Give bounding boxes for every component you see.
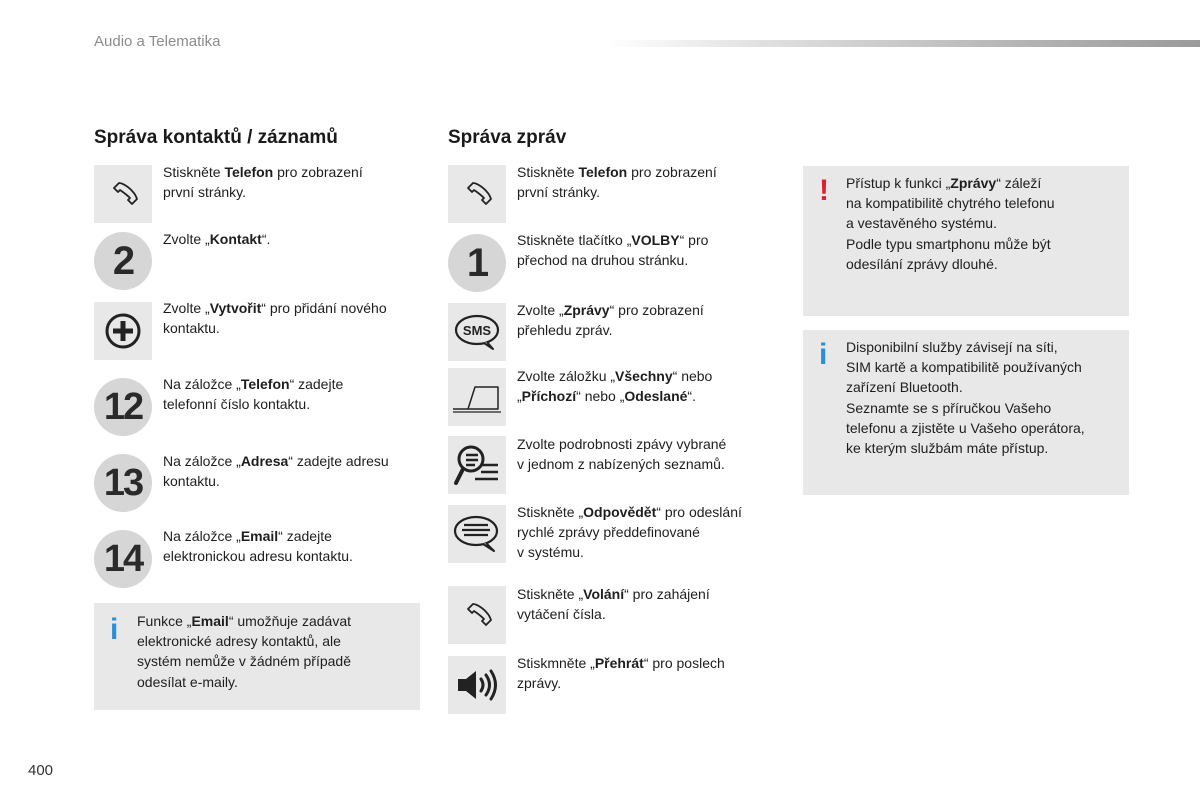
- text-line: Stiskněte „Odpovědět“ pro odeslání: [517, 504, 742, 520]
- text-line: kontaktu.: [163, 473, 220, 489]
- info-icon: i: [110, 613, 119, 646]
- text-line: Funkce „Email“ umožňuje zadávat: [137, 613, 352, 629]
- text-line: telefonu a zjistěte u Vašeho operátora,: [846, 419, 1085, 436]
- text-line: Disponibilní služby závisejí na síti,: [846, 339, 1058, 355]
- text-line: elektronickou adresu kontaktu.: [163, 548, 353, 564]
- text-line: a vestavěného systému.: [846, 215, 997, 232]
- sms-bubble-icon: [453, 312, 501, 352]
- text-line: Stiskmněte „Přehrát“ pro poslech: [517, 655, 725, 671]
- left-step-1-icon: [94, 165, 152, 223]
- mid-step-7-text: [517, 584, 777, 624]
- left-step-2-text: [163, 229, 423, 249]
- right-warning-note-text: [846, 173, 1126, 274]
- mid-step-3-icon: [448, 303, 506, 361]
- text-line: přechod na druhou stránku.: [517, 252, 689, 268]
- text-line: v systému.: [517, 544, 584, 560]
- mid-step-2-text: [517, 230, 777, 270]
- text-line: Stiskněte tlačítko „VOLBY“ pro: [517, 232, 709, 248]
- mid-step-3-text: [517, 300, 777, 340]
- text-line: přehledu zpráv.: [517, 322, 613, 338]
- right-info-note-text: [846, 337, 1129, 458]
- mid-step-6-text: [517, 502, 777, 562]
- svg-text:SMS: SMS: [462, 323, 492, 338]
- message-bubble-icon: [452, 513, 502, 555]
- search-list-icon: [453, 441, 501, 489]
- text-line: Stiskněte Telefon pro zobrazení: [517, 164, 717, 180]
- phone-icon: [106, 177, 140, 211]
- text-line: Podle typu smartphonu může být: [846, 235, 1051, 252]
- text-line: Na záložce „Telefon“ zadejte: [163, 376, 344, 392]
- mid-step-8-icon: [448, 656, 506, 714]
- tab-icon: [450, 379, 504, 415]
- text-line: Zvolte podrobnosti zpávy vybrané: [517, 436, 727, 452]
- left-step-4-number: 12: [94, 378, 152, 436]
- text-line: ke kterým službám máte přístup.: [846, 440, 1049, 457]
- phone-icon: [460, 598, 494, 632]
- text-line: Zvolte „Vytvořit“ pro přidání nového: [163, 300, 387, 316]
- text-line: první stránky.: [517, 184, 600, 200]
- text-line: Seznamte se s příručkou Vašeho: [846, 399, 1052, 416]
- text-line: odesílání zprávy dlouhé.: [846, 255, 998, 272]
- text-line: odesílat e-maily.: [137, 673, 238, 690]
- text-line: SIM kartě a kompatibilitě používaných: [846, 359, 1082, 376]
- left-step-1-text: [163, 162, 423, 202]
- left-step-3-text: [163, 298, 423, 338]
- right-info-note: [803, 330, 1129, 495]
- text-line: Zvolte záložku „Všechny“ nebo: [517, 368, 713, 384]
- mid-step-2-number: 1: [448, 234, 506, 292]
- left-step-6-text: [163, 526, 423, 566]
- left-step-5-text: [163, 451, 423, 491]
- mid-step-4-icon: [448, 368, 506, 426]
- right-warning-note: [803, 166, 1129, 316]
- mid-step-8-text: [517, 653, 777, 693]
- mid-step-6-icon: [448, 505, 506, 563]
- header-gradient-bar: [605, 40, 1200, 47]
- left-step-5-number: 13: [94, 454, 152, 512]
- mid-step-1-text: [517, 162, 777, 202]
- info-icon: i: [819, 338, 828, 371]
- text-line: rychlé zprávy předdefinované: [517, 524, 700, 540]
- left-step-3-icon: [94, 302, 152, 360]
- left-step-6-number: 14: [94, 530, 152, 588]
- text-line: telefonní číslo kontaktu.: [163, 396, 311, 412]
- text-line: v jednom z nabízených seznamů.: [517, 456, 725, 472]
- text-line: kontaktu.: [163, 320, 220, 336]
- text-line: Přístup k funkci „Zprávy“ záleží: [846, 175, 1042, 191]
- text-line: Stiskněte „Volání“ pro zahájení: [517, 586, 710, 602]
- text-line: první stránky.: [163, 184, 246, 200]
- left-step-2-number: 2: [94, 232, 152, 290]
- text-line: Na záložce „Adresa“ zadejte adresu: [163, 453, 389, 469]
- text-line: na kompatibilitě chytrého telefonu: [846, 195, 1055, 212]
- left-info-note-text: [137, 611, 417, 692]
- text-line: Na záložce „Email“ zadejte: [163, 528, 332, 544]
- page-header-title: Audio a Telematika: [94, 33, 221, 50]
- text-line: vytáčení čísla.: [517, 606, 606, 622]
- mid-step-4-text: [517, 366, 777, 406]
- text-line: Zvolte „Zprávy“ pro zobrazení: [517, 302, 704, 318]
- left-info-note: [94, 603, 420, 710]
- mid-step-5-text: [517, 434, 777, 474]
- mid-step-5-icon: [448, 436, 506, 494]
- text-line: systém nemůže v žádném případě: [137, 653, 351, 670]
- page-number: 400: [28, 762, 54, 779]
- messages-section-title: Správa zpráv: [448, 127, 567, 148]
- warning-icon: !: [819, 174, 829, 207]
- text-line: Zvolte „Kontakt“.: [163, 231, 271, 247]
- text-line: elektronické adresy kontaktů, ale: [137, 633, 341, 650]
- plus-circle-icon: [104, 312, 142, 350]
- contacts-section-title: Správa kontaktů / záznamů: [94, 127, 338, 148]
- mid-step-7-icon: [448, 586, 506, 644]
- speaker-icon: [454, 667, 500, 703]
- mid-step-1-icon: [448, 165, 506, 223]
- left-step-4-text: [163, 374, 423, 414]
- text-line: Stiskněte Telefon pro zobrazení: [163, 164, 363, 180]
- phone-icon: [460, 177, 494, 211]
- text-line: zprávy.: [517, 675, 562, 691]
- text-line: „Příchozí“ nebo „Odeslané“.: [517, 388, 696, 404]
- text-line: zařízení Bluetooth.: [846, 379, 963, 396]
